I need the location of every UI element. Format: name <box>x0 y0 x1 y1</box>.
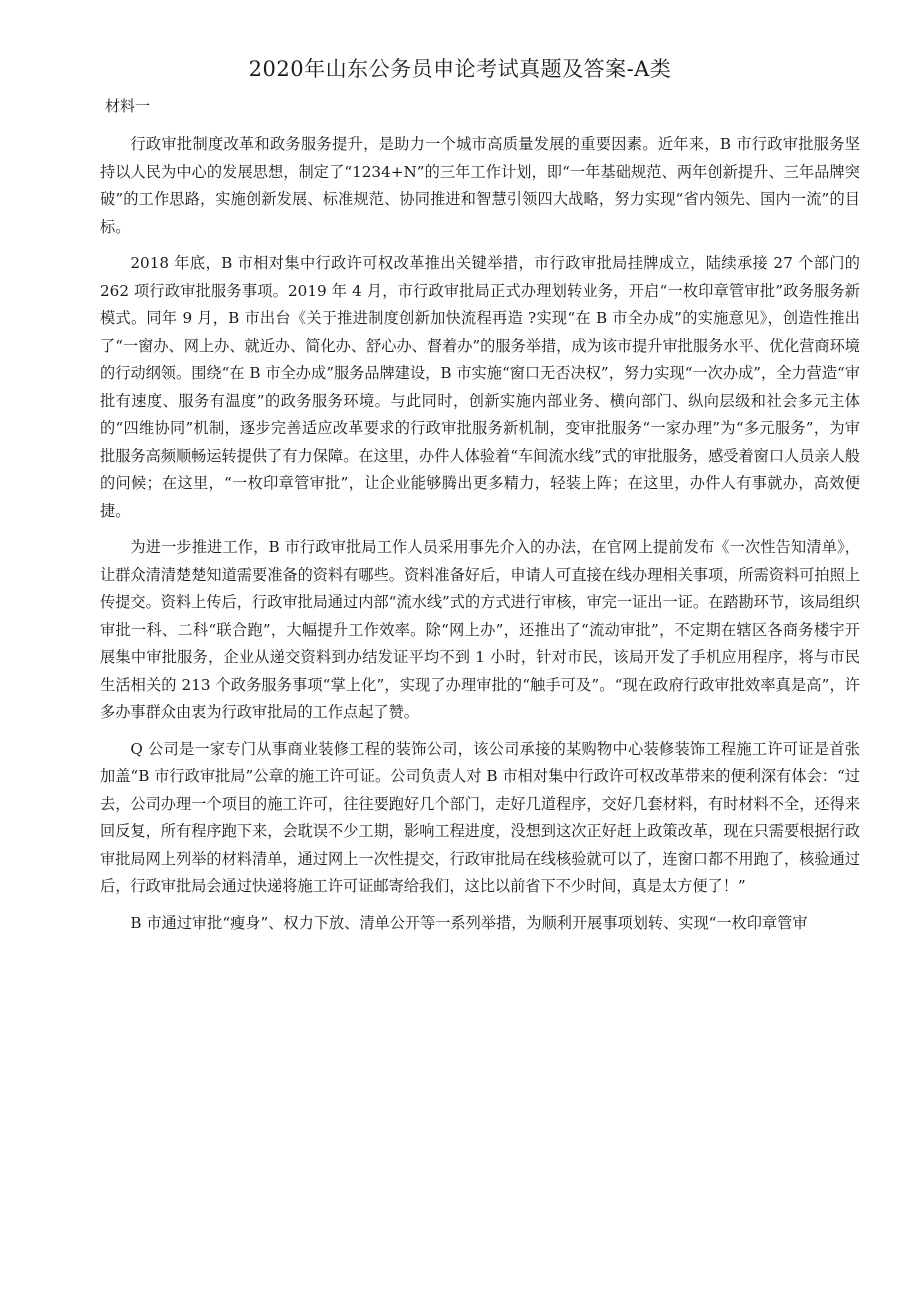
paragraph-1: 行政审批制度改革和政务服务提升，是助力一个城市高质量发展的重要因素。近年来，B 市行政审批服务坚持以人民为中心的发展思想，制定了“1234+N”的三年工作计划，即“一年基础规范、两年创新提升、三年品牌突破”的工作思路，实施创新发展、标准规范、协同推进和智慧引领四大战略，努力实现“省内领先、国内一流”的目标。 <box>100 135 860 236</box>
paragraph-2: 2018 年底，B 市相对集中行政许可权改革推出关键举措，市行政审批局挂牌成立，陆续承接 27 个部门的 262 项行政审批服务事项。2019 年 4 月，市行政审批局正式办理划转业务，开启“一枚印章管审批”政务服务新模式。同年 9 月，B 市出台《关于推进制度创新加快流程再造 ?实现“在 B 市全办成”的实施意见》，创造性推出了“一窗办、网上办、就近办、简化办、舒心办、督着办”的服务举措，成为该市提升审批服务水平、优化营商环境的行动纲领。围绕“在 B 市全办成”服务品牌建设，B 市实施“窗口无否决权”，努力实现“一次办成”，全力营造“审批有速度、服务有温度”的政务服务环境。与此同时，创新实施内部业务、横向部门、纵向层级和社会多元主体的“四维协同”机制，逐步完善适应改革要求的行政审批服务新机制，变审批服务“一家办理”为“多元服务”，为审批服务高频顺畅运转提供了有力保障。在这里，办件人体验着“车间流水线”式的审批服务，感受着窗口人员亲人般的问候；在这里，“一枚印章管审批”，让企业能够腾出更多精力，轻装上阵；在这里，办件人有事就办，高效便捷。 <box>100 254 860 520</box>
section-label: 材料一 <box>105 97 151 115</box>
paragraph-5: B 市通过审批“瘦身”、权力下放、清单公开等一系列举措，为顺利开展事项划转、实现“一枚印章管审 <box>130 913 808 932</box>
paragraph-3: 为进一步推进工作，B 市行政审批局工作人员采用事先介入的办法，在官网上提前发布《一次性告知清单》，让群众清清楚楚知道需要准备的资料有哪些。资料准备好后，申请人可直接在线办理相关事项，所需资料可拍照上传提交。资料上传后，行政审批局通过内部“流水线”式的方式进行审核，审完一证出一证。在踏勘环节，该局组织审批一科、二科“联合跑”，大幅提升工作效率。除“网上办”，还推出了“流动审批”，不定期在辖区各商务楼宇开展集中审批服务，企业从递交资料到办结发证平均不到 1 小时，针对市民，该局开发了手机应用程序，将与市民生活相关的 213 个政务服务事项“掌上化”，实现了办理审批的“触手可及”。“现在政府行政审批效率真是高”，许多办事群众由衷为行政审批局的工作点起了赞。 <box>100 538 860 721</box>
document-title: 2020年山东公务员申论考试真题及答案-A类 <box>248 57 672 81</box>
paragraph-4: Q 公司是一家专门从事商业装修工程的装饰公司，该公司承接的某购物中心装修装饰工程施工许可证是首张加盖“B 市行政审批局”公章的施工许可证。公司负责人对 B 市相对集中行政许可权改革带来的便利深有体会：“过去，公司办理一个项目的施工许可，往往要跑好几个部门，走好几道程序，交好几套材料，有时材料不全，还得来回反复，所有程序跑下来，会耽误不少工期，影响工程进度，没想到这次正好赶上政策改革，现在只需要根据行政审批局网上列举的材料清单，通过网上一次性提交，行政审批局在线核验就可以了，连窗口都不用跑了，核验通过后，行政审批局会通过快递将施工许可证邮寄给我们，这比以前省下不少时间，真是太方便了！” <box>100 739 860 895</box>
document-body <box>100 96 860 946</box>
